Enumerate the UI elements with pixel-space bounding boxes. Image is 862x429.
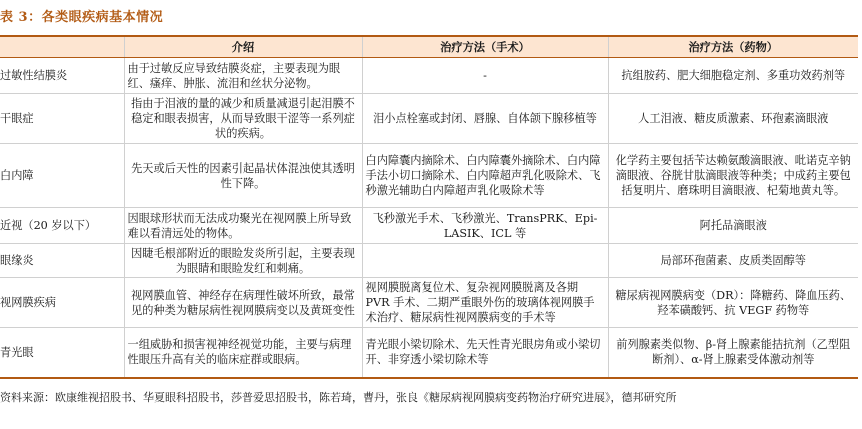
header-intro: 介绍 [124, 36, 362, 58]
header-drug: 治疗方法（药物） [608, 36, 858, 58]
table-row [0, 58, 858, 94]
disease-name: 干眼症 [0, 94, 124, 144]
eye-disease-table [0, 35, 858, 379]
disease-intro: 由于过敏反应导致结膜炎症，主要表现为眼红、瘙痒、肿胀、流泪和丝状分泌物。 [124, 58, 362, 94]
disease-name: 视网膜疾病 [0, 278, 124, 328]
header-name [0, 36, 124, 58]
table-row [0, 208, 858, 244]
disease-drug: 人工泪液、糖皮质激素、环孢素滴眼液 [608, 94, 858, 144]
disease-drug: 糖尿病视网膜病变（DR）：降糖药、降血压药、羟苯磺酸钙、抗 VEGF 药物等 [608, 278, 858, 328]
disease-drug: 抗组胺药、肥大细胞稳定剂、多重功效药剂等 [608, 58, 858, 94]
disease-intro: 视网膜血管、神经存在病理性破坏所致，最常见的种类为糖尿病性视网膜病变以及黄斑变性 [124, 278, 362, 328]
disease-intro: 一组威胁和损害视神经视觉功能，主要与病理性眼压升高有关的临床症群或眼病。 [124, 328, 362, 378]
disease-drug: 化学药主要包括苄达赖氨酸滴眼液、吡诺克辛钠滴眼液、谷胱甘肽滴眼液等种类；中成药主要包括复明片、磨珠明目滴眼液、杞菊地黄丸等。 [608, 144, 858, 208]
disease-surgery: 青光眼小梁切除术、先天性青光眼房角或小梁切开、非穿透小梁切除术等 [362, 328, 608, 378]
disease-name: 青光眼 [0, 328, 124, 378]
disease-name: 近视（20 岁以下） [0, 208, 124, 244]
header-surgery: 治疗方法（手术） [362, 36, 608, 58]
disease-name: 白内障 [0, 144, 124, 208]
table-row [0, 144, 858, 208]
table-header-row [0, 36, 858, 58]
disease-intro: 因眼球形状而无法成功聚光在视网膜上所导致难以看清远处的物体。 [124, 208, 362, 244]
disease-drug: 阿托品滴眼液 [608, 208, 858, 244]
disease-surgery: 泪小点栓塞或封闭、唇腺、自体颌下腺移植等 [362, 94, 608, 144]
disease-name: 过敏性结膜炎 [0, 58, 124, 94]
table-row [0, 244, 858, 278]
disease-surgery: 飞秒激光手术、飞秒激光、TransPRK、Epi-LASIK、ICL 等 [362, 208, 608, 244]
table-row [0, 278, 858, 328]
table-row [0, 328, 858, 378]
disease-intro: 因睫毛根部附近的眼睑发炎所引起，主要表现为眼睛和眼睑发红和刺痛。 [124, 244, 362, 278]
disease-surgery: 视网膜脱离复位术、复杂视网膜脱离及各期 PVR 手术、二期严重眼外伤的玻璃体视网膜手术治疗、糖尿病性视网膜病变的手术等 [362, 278, 608, 328]
disease-drug: 前列腺素类似物、β-肾上腺素能拮抗剂（乙型阻断剂）、α-肾上腺素受体激动剂等 [608, 328, 858, 378]
disease-surgery [362, 244, 608, 278]
source-note: 资料来源：欧康维视招股书、华夏眼科招股书，莎普爱思招股书，陈若琦，曹丹，张良《糖尿病视网膜病变药物治疗研究进展》，德邦研究所 [0, 391, 677, 404]
disease-drug: 局部环孢菌素、皮质类固醇等 [608, 244, 858, 278]
disease-surgery: - [362, 58, 608, 94]
disease-name: 眼缘炎 [0, 244, 124, 278]
table-row [0, 94, 858, 144]
table-title: 表 3：各类眼疾病基本情况 [0, 10, 164, 25]
disease-intro: 指由于泪液的量的减少和质量减退引起泪膜不稳定和眼表损害，从而导致眼干涩等一系列症状的疾病。 [124, 94, 362, 144]
disease-intro: 先天或后天性的因素引起晶状体混浊使其透明性下降。 [124, 144, 362, 208]
disease-surgery: 白内障囊内摘除术、白内障囊外摘除术、白内障手法小切口摘除术、白内障超声乳化吸除术、飞秒激光辅助白内障超声乳化吸除术等 [362, 144, 608, 208]
